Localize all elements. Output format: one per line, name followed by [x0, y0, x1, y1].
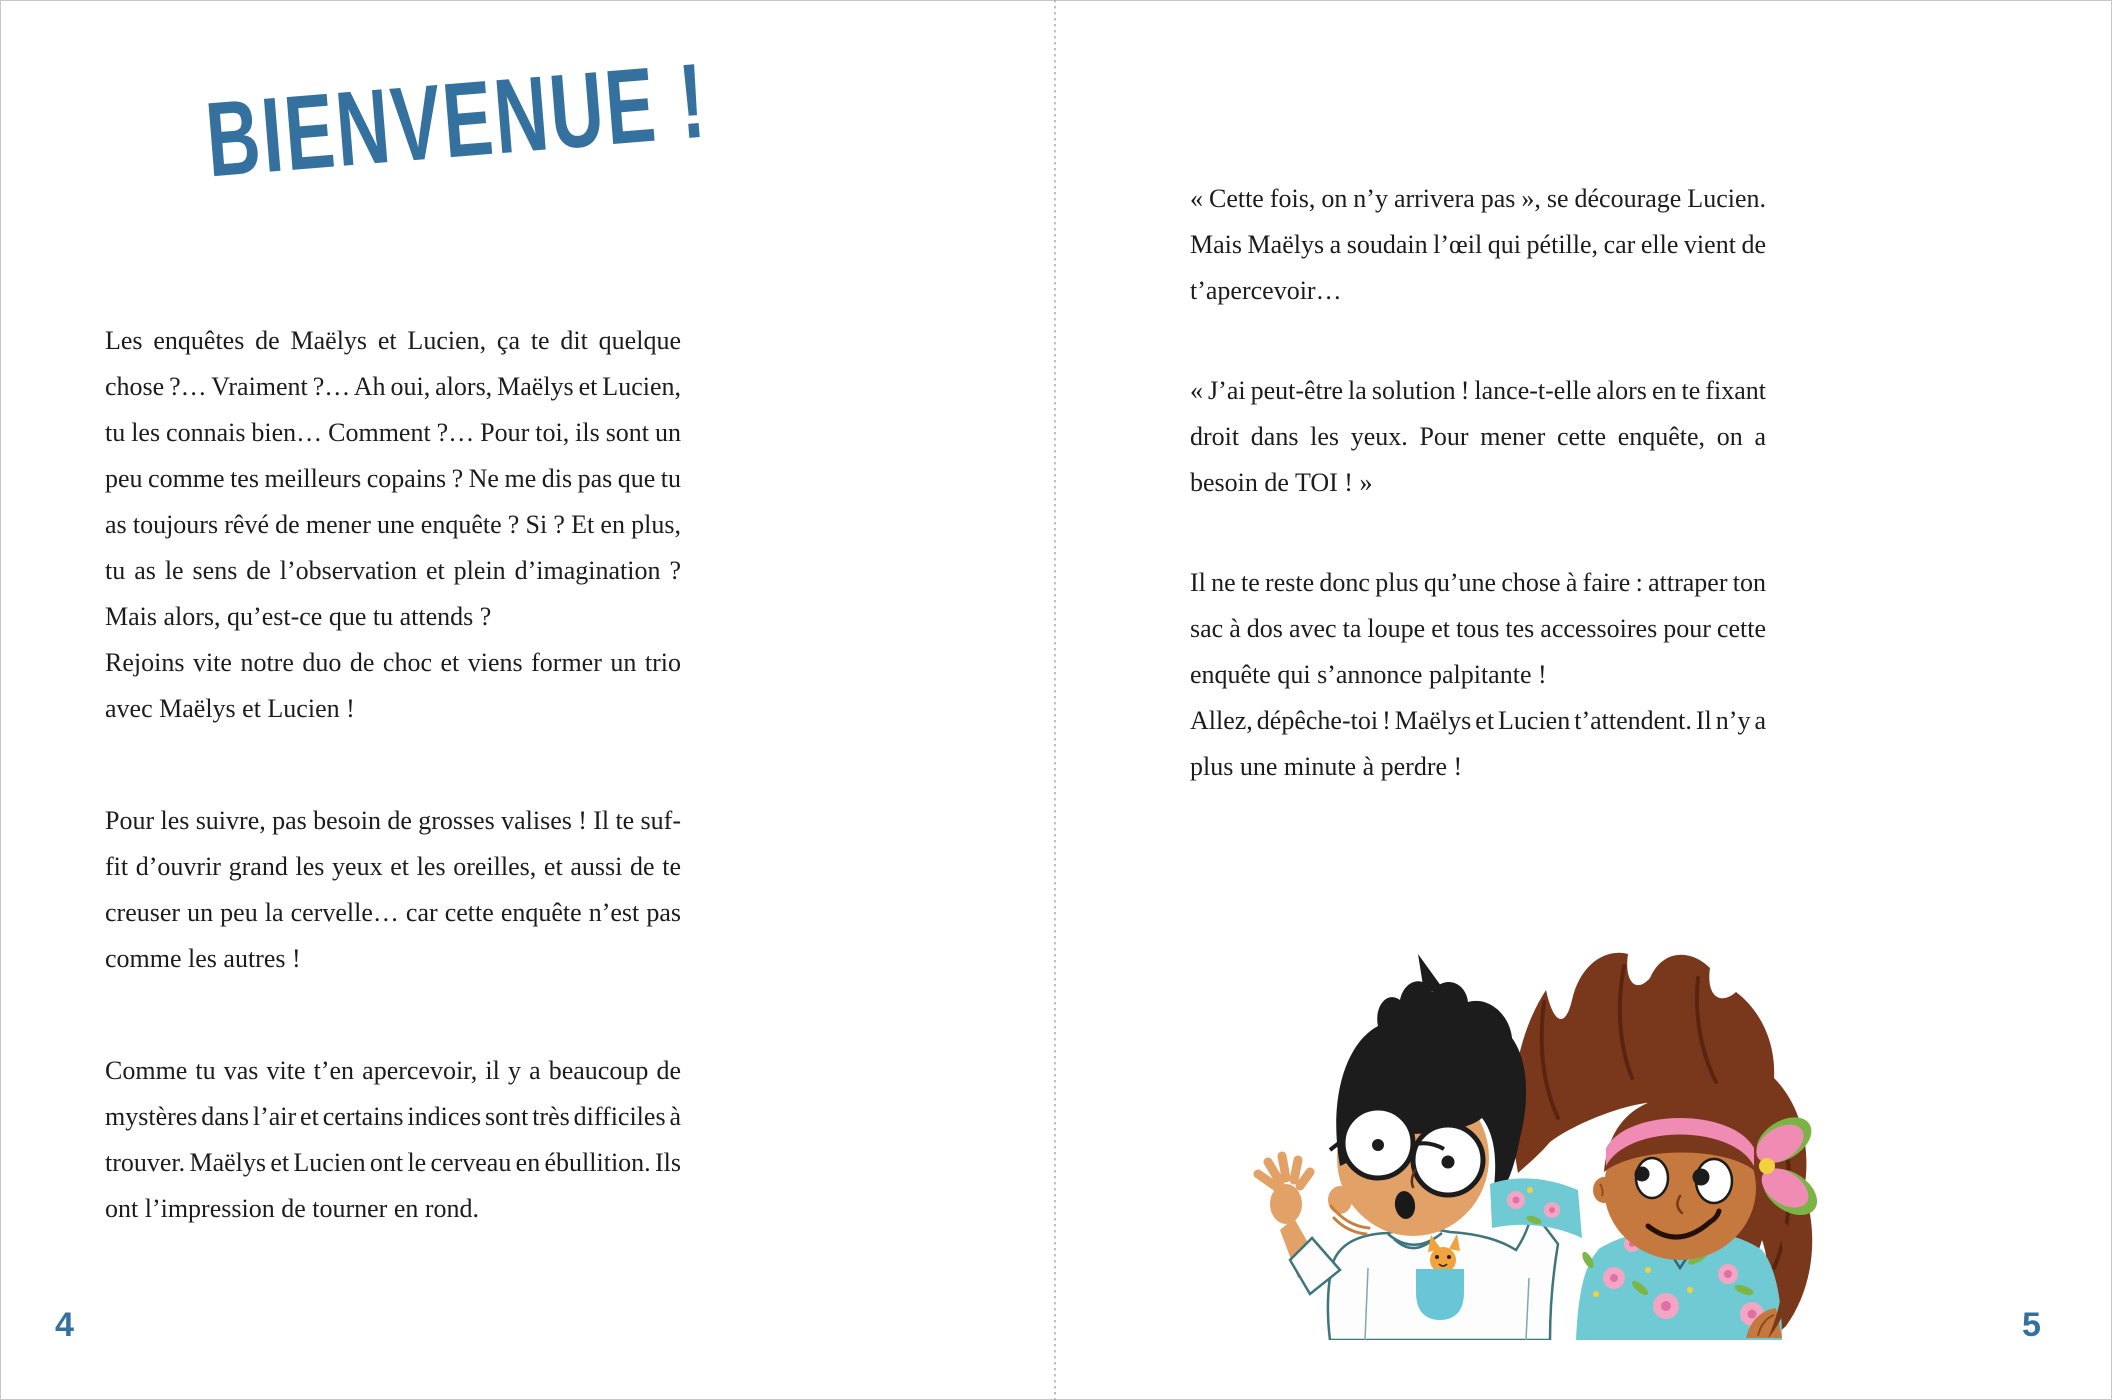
paragraph: « J’ai peut-être la solution ! lance-t-elle alors en te fixant droit dans les yeux. Pour mener cette enquête, on a besoin de TOI ! »: [1190, 376, 1766, 497]
left-page-text-column: [105, 318, 681, 1298]
paragraph: « Cette fois, on n’y arrivera pas », se décourage Lucien. Mais Maëlys a soudain l’œil qui pétille, car elle vient de t’apercevoir…: [1190, 184, 1766, 305]
page-number-left: 4: [55, 1306, 74, 1344]
paragraph: Comme tu vas vite t’en apercevoir, il y a beaucoup de mystères dans l’air et certains indices sont très difficiles à trouver. Maëlys et Lucien ont le cerveau en ébullition. Ils ont l’impression de tourner en rond.: [105, 1056, 681, 1223]
page-number-right: 5: [2022, 1306, 2041, 1344]
paragraph: Il ne te reste donc plus qu’une chose à faire : attraper ton sac à dos avec ta loupe et tous tes accessoires pour cette enquête qui s’annonce palpitante ! Allez, dépêche-toi ! Maëlys et Lucien t’attendent. Il n’y a plus une minute à perdre !: [1190, 568, 1766, 781]
page-gutter-divider: [1054, 0, 1056, 1400]
paragraph: Les enquêtes de Maëlys et Lucien, ça te dit quelque chose ?… Vraiment ?… Ah oui, alors, Maëlys et Lucien, tu les connais bien… Comment ?… Pour toi, ils sont un peu comme tes meilleurs copains ? Ne me dis pas que tu as toujours rêvé de mener une enquête ? Si ? Et en plus, tu as le sens de l’observation et plein d’imagination ? Mais alors, qu’est-ce que tu attends ? Rejoins vite notre duo de choc et viens former un trio avec Maëlys et Lucien !: [105, 326, 681, 723]
paragraph: Pour les suivre, pas besoin de grosses valises ! Il te suf- fit d’ouvrir grand les yeux et les oreilles, et aussi de te creuser un peu la cervelle… car cette enquête n’est pas comme les autres !: [105, 806, 681, 973]
boy-lucien-illustration: [1258, 954, 1558, 1340]
right-page-text-column: [1190, 176, 1766, 844]
characters-illustration: [1228, 938, 1820, 1340]
chapter-title: BIENVENUE !: [201, 41, 712, 200]
